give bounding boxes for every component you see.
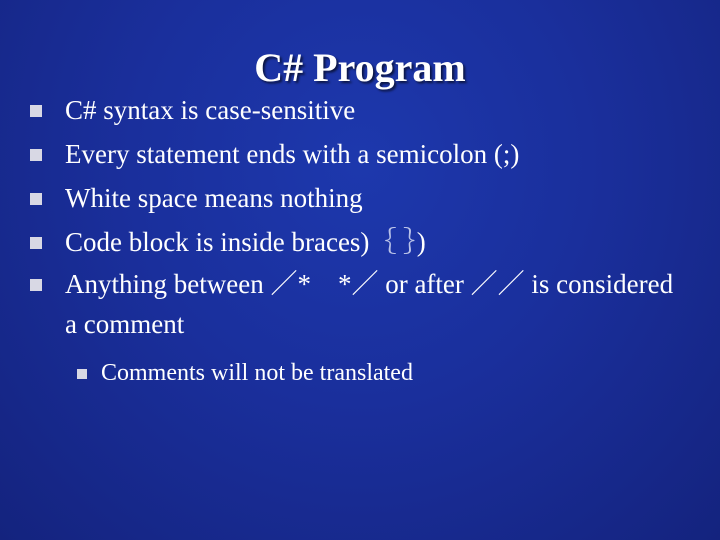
- bullet-text: Every statement ends with a semicolon (;): [65, 139, 520, 169]
- sub-bullet-item: [77, 355, 413, 391]
- square-bullet-icon: [30, 279, 42, 291]
- bullet-list: [30, 88, 690, 344]
- square-bullet-icon: [30, 237, 42, 249]
- bullet-item: [30, 264, 690, 344]
- bullet-text: C# syntax is case-sensitive: [65, 95, 356, 125]
- block-comment-symbol: ／* *／: [270, 269, 379, 299]
- square-bullet-icon: [30, 193, 42, 205]
- bullet-text-mid: or after: [378, 269, 471, 299]
- sub-bullet-text: Comments will not be translated: [101, 360, 413, 386]
- bullet-text: Anything between: [65, 269, 271, 299]
- bullet-text-end: ): [416, 227, 426, 257]
- square-bullet-icon: [77, 369, 87, 379]
- bullet-text-end: is considered a comment: [65, 269, 674, 339]
- bullet-item: [30, 220, 690, 264]
- bullet-item: [30, 88, 690, 132]
- bullet-text: White space means nothing: [65, 183, 363, 213]
- braces-symbol: ｛ ｝: [369, 227, 417, 257]
- bullet-text: Code block is inside braces): [65, 227, 370, 257]
- square-bullet-icon: [30, 105, 42, 117]
- slide-title: C# Program: [254, 45, 466, 90]
- bullet-item: [30, 176, 690, 220]
- line-comment-symbol: ／／: [470, 269, 525, 299]
- bullet-item: [30, 132, 690, 176]
- square-bullet-icon: [30, 149, 42, 161]
